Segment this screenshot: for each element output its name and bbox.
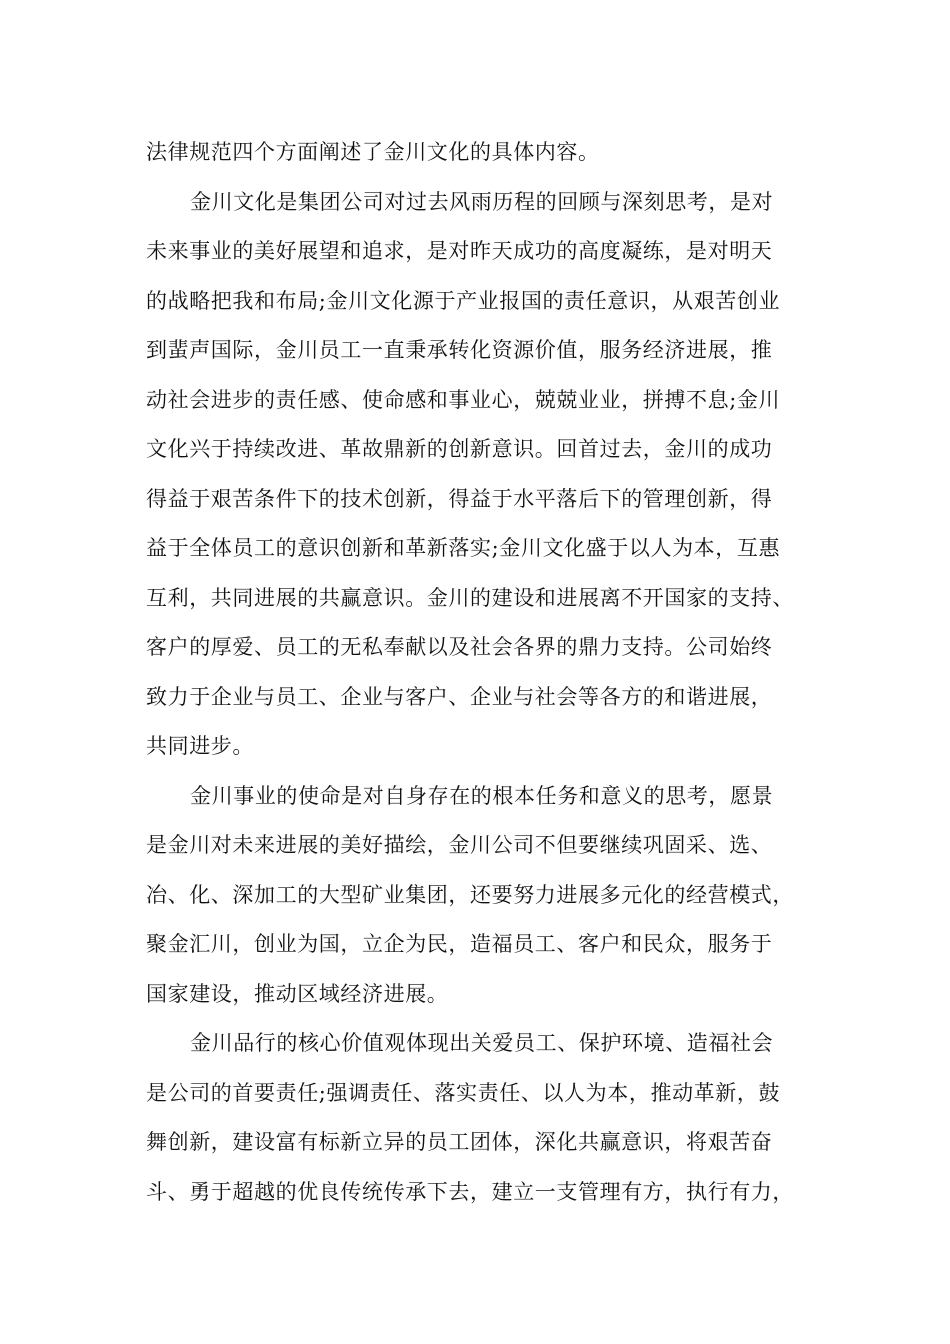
- text-line: 客户的厚爱、员工的无私奉献以及社会各界的鼎力支持。公司始终: [146, 635, 773, 659]
- text-line: 冶、化、深加工的大型矿业集团，还要努力进展多元化的经营模式，: [146, 882, 794, 907]
- text-line: 互利，共同进展的共赢意识。金川的建设和进展离不开国家的支持、: [146, 585, 794, 610]
- text-line: 的战略把我和布局;金川文化源于产业报国的责任意识，从艰苦创业: [146, 288, 781, 313]
- text-line: 到蜚声国际，金川员工一直秉承转化资源价值，服务经济进展，推: [146, 338, 773, 362]
- text-line: 共同进步。: [146, 734, 254, 758]
- paragraph-start-line: 金川事业的使命是对自身存在的根本任务和意义的思考，愿景: [190, 783, 774, 808]
- text-line: 动社会进步的责任感、使命感和事业心，兢兢业业，拼搏不息;金川: [146, 387, 781, 412]
- text-line: 斗、勇于超越的优良传统传承下去，建立一支管理有方，执行有力，: [146, 1179, 794, 1204]
- text-line: 聚金汇川，创业为国，立企为民，造福员工、客户和民众，服务于: [146, 932, 773, 956]
- text-line: 是金川对未来进展的美好描绘，金川公司不但要继续巩固采、选、: [146, 833, 773, 857]
- paragraph-start-line: 金川品行的核心价值观体现出关爱员工、保护环境、造福社会: [190, 1031, 774, 1055]
- text-line: 文化兴于持续改进、革故鼎新的创新意识。回首过去，金川的成功: [146, 437, 773, 461]
- text-line: 是公司的首要责任;强调责任、落实责任、以人为本，推动革新，鼓: [146, 1080, 781, 1105]
- text-line: 法律规范四个方面阐述了金川文化的具体内容。: [146, 140, 600, 164]
- text-line: 益于全体员工的意识创新和革新落实;金川文化盛于以人为本，互惠: [146, 536, 781, 560]
- document-body: [146, 128, 826, 1217]
- text-line: 国家建设，推动区域经济进展。: [146, 981, 449, 1006]
- text-line: 得益于艰苦条件下的技术创新，得益于水平落后下的管理创新，得: [146, 486, 773, 511]
- paragraph-start-line: 金川文化是集团公司对过去风雨历程的回顾与深刻思考，是对: [190, 189, 774, 214]
- text-line: 舞创新，建设富有标新立异的员工团体，深化共赢意识，将艰苦奋: [146, 1130, 773, 1154]
- text-line: 致力于企业与员工、企业与客户、企业与社会等各方的和谐进展，: [146, 684, 773, 709]
- text-line: 未来事业的美好展望和追求，是对昨天成功的高度凝练，是对明天: [146, 239, 773, 263]
